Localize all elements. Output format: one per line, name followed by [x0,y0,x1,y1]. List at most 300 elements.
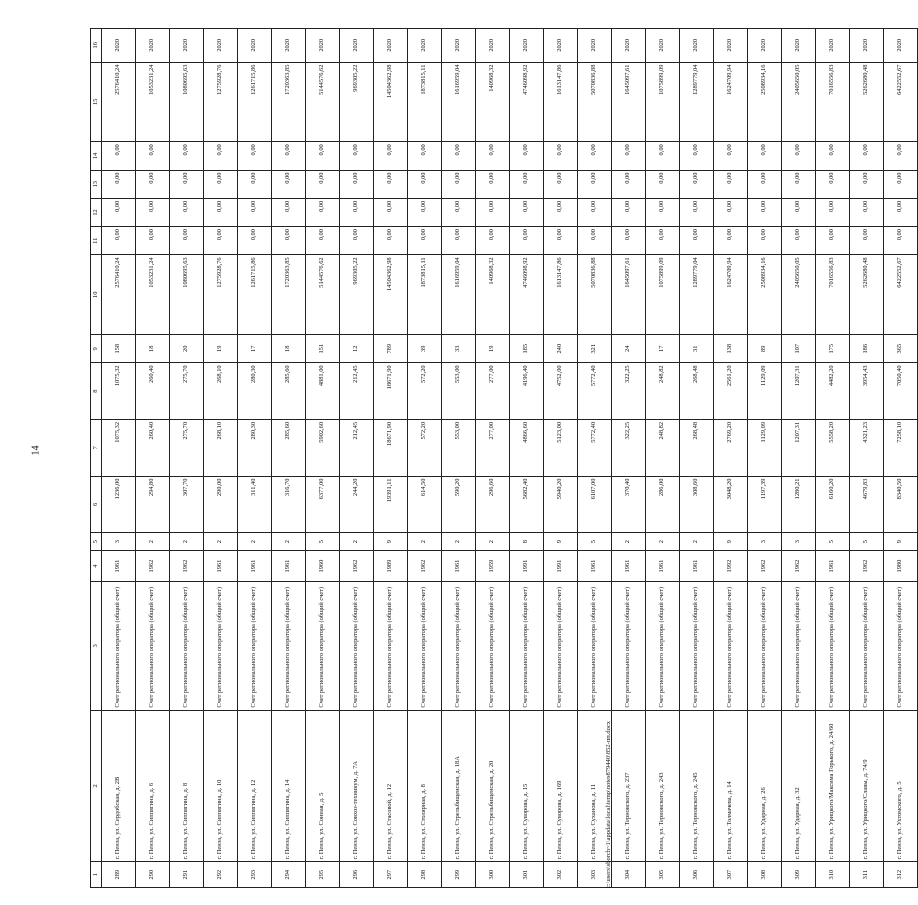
column-number-header: 7 [91,419,102,476]
residential-area-cell: 553,00 [442,363,476,420]
year-built-cell: 1962 [748,551,782,582]
cost-col-11-cell: 0,00 [306,227,340,255]
floors-cell: 2 [646,533,680,551]
column-number-header: 14 [91,142,102,170]
year-built-cell: 1989 [374,551,408,582]
living-area-cell: 212,45 [340,419,374,476]
row-number-cell: 294 [272,862,306,888]
table-row [408,29,442,888]
year-planned-cell: 2020 [306,29,340,63]
fund-formation-method-cell: Счет регионального оператора (общий счет) [782,581,816,710]
fund-formation-method-cell: Счет регионального оператора (общий счет) [340,581,374,710]
residential-area-cell: 277,00 [476,363,510,420]
floors-cell: 2 [476,533,510,551]
table-row [170,29,204,888]
total-area-cell: 286,00 [646,476,680,533]
cost-col-12-cell: 0,00 [680,198,714,226]
year-planned-cell: 2020 [612,29,646,63]
year-built-cell: 1961 [646,551,680,582]
floors-cell: 2 [136,533,170,551]
cost-col-13-cell: 0,00 [748,170,782,198]
table-row [544,29,578,888]
cost-total-cell: 969305,22 [340,62,374,142]
cost-col-14-cell: 0,00 [510,142,544,170]
column-number-header: 6 [91,476,102,533]
year-planned-cell: 2020 [204,29,238,63]
residents-cell: 18 [136,335,170,363]
total-area-cell: 5940,20 [544,476,578,533]
cost-col-13-cell: 0,00 [238,170,272,198]
column-number-header: 12 [91,198,102,226]
living-area-cell: 553,00 [442,419,476,476]
living-area-cell: 2769,20 [714,419,748,476]
residents-cell: 186 [850,335,884,363]
year-planned-cell: 2020 [102,29,136,63]
year-planned-cell: 2020 [136,29,170,63]
year-planned-cell: 2020 [170,29,204,63]
table-row [646,29,680,888]
total-area-cell: 19391,11 [374,476,408,533]
fund-formation-method-cell: Счет регионального оператора (общий счет) [578,581,612,710]
cost-col-12-cell: 0,00 [816,198,850,226]
total-area-cell: 290,00 [204,476,238,533]
address-cell: г. Пенза, ул. Сиппягина, д. 12 [238,710,272,862]
row-number-cell: 299 [442,862,476,888]
year-planned-cell: 2020 [374,29,408,63]
cost-col-11-cell: 0,00 [408,227,442,255]
total-cost-cell: 1645097,61 [612,255,646,335]
column-number-header: 9 [91,335,102,363]
living-area-cell: 1207,31 [782,419,816,476]
table-row [680,29,714,888]
address-cell: г. Пенза, ул. Стасовой, д. 12 [374,710,408,862]
cost-col-12-cell: 0,00 [782,198,816,226]
address-cell: г. Пенза, ул. Сиппягина, д. 8 [170,710,204,862]
year-built-cell: 1961 [578,551,612,582]
residential-area-cell: 280,30 [238,363,272,420]
residential-area-cell: 1075,32 [102,363,136,420]
residential-area-cell: 275,70 [170,363,204,420]
residential-area-cell: 212,45 [340,363,374,420]
table-row [340,29,374,888]
column-number-header: 3 [91,581,102,710]
living-area-cell: 5558,20 [816,419,850,476]
cost-col-14-cell: 0,00 [408,142,442,170]
residents-cell: 19 [476,335,510,363]
cost-col-12-cell: 0,00 [714,198,748,226]
cost-col-13-cell: 0,00 [646,170,680,198]
total-cost-cell: 1624709,94 [714,255,748,335]
residential-area-cell: 5772,40 [578,363,612,420]
address-cell: г. Пенза, ул. Терновского, д. 237 [612,710,646,862]
cost-col-14-cell: 0,00 [102,142,136,170]
address-cell: г. Пенза, ул. Урицкого/Максима Горького, д. 24/60 [816,710,850,862]
cost-total-cell: 2405650,05 [782,62,816,142]
table-row [884,29,918,888]
total-area-cell: 6377,00 [306,476,340,533]
fund-formation-method-cell: Счет регионального оператора (общий счет) [408,581,442,710]
fund-formation-method-cell: Счет регионального оператора (общий счет) [374,581,408,710]
year-built-cell: 1962 [340,551,374,582]
cost-col-11-cell: 0,00 [204,227,238,255]
total-cost-cell: 5262680,48 [850,255,884,335]
total-area-cell: 614,50 [408,476,442,533]
total-cost-cell: 1613147,86 [544,255,578,335]
floors-cell: 9 [374,533,408,551]
row-number-cell: 301 [510,862,544,888]
cost-col-13-cell: 0,00 [578,170,612,198]
total-cost-cell: 1720363,85 [272,255,306,335]
address-cell: г. Пенза, ул. Терновского, д. 245 [680,710,714,862]
cost-col-13-cell: 0,00 [510,170,544,198]
total-cost-cell: 1275928,76 [204,255,238,335]
residents-cell: 789 [374,335,408,363]
table-row [272,29,306,888]
total-area-cell: 294,80 [136,476,170,533]
cost-col-11-cell: 0,00 [578,227,612,255]
fund-formation-method-cell: Счет регионального оператора (общий счет) [136,581,170,710]
column-number-header: 4 [91,551,102,582]
cost-col-11-cell: 0,00 [680,227,714,255]
residential-area-cell: 572,20 [408,363,442,420]
total-area-cell: 308,60 [680,476,714,533]
cost-col-11-cell: 0,00 [102,227,136,255]
floors-cell: 9 [714,533,748,551]
address-cell: г. Пенза, ул. Ударная, д. 32 [782,710,816,862]
residents-cell: 158 [102,335,136,363]
year-built-cell: 1991 [544,551,578,582]
cost-col-12-cell: 0,00 [884,198,918,226]
cost-col-14-cell: 0,00 [782,142,816,170]
total-cost-cell: 1075899,09 [646,255,680,335]
cost-total-cell: 1261715,86 [238,62,272,142]
cost-col-12-cell: 0,00 [136,198,170,226]
floors-cell: 5 [306,533,340,551]
year-built-cell: 1961 [680,551,714,582]
year-built-cell: 1962 [170,551,204,582]
cost-col-11-cell: 0,00 [748,227,782,255]
table-row [510,29,544,888]
cost-total-cell: 7016556,83 [816,62,850,142]
cost-col-12-cell: 0,00 [442,198,476,226]
cost-col-14-cell: 0,00 [204,142,238,170]
fund-formation-method-cell: Счет регионального оператора (общий счет) [170,581,204,710]
fund-formation-method-cell: Счет регионального оператора (общий счет) [510,581,544,710]
living-area-cell: 5902,60 [306,419,340,476]
floors-cell: 2 [408,533,442,551]
living-area-cell: 248,82 [646,419,680,476]
cost-col-13-cell: 0,00 [136,170,170,198]
address-cell: г. Пенза, ул. Урицкого/Славы, д. 74/9 [850,710,884,862]
cost-col-12-cell: 0,00 [578,198,612,226]
cost-total-cell: 1616959,04 [442,62,476,142]
row-number-cell: 307 [714,862,748,888]
cost-col-13-cell: 0,00 [612,170,646,198]
residents-cell: 321 [578,335,612,363]
year-planned-cell: 2020 [884,29,918,63]
fund-formation-method-cell: Счет регионального оператора (общий счет) [646,581,680,710]
cost-total-cell: 1275928,76 [204,62,238,142]
residents-cell: 365 [884,335,918,363]
cost-total-cell: 2508934,16 [748,62,782,142]
total-cost-cell: 2405650,05 [782,255,816,335]
year-built-cell: 1961 [442,551,476,582]
year-built-cell: 1960 [306,551,340,582]
cost-col-13-cell: 0,00 [408,170,442,198]
address-cell: г. Пенза, ул. Ухтомского, д. 5 [884,710,918,862]
cost-col-13-cell: 0,00 [340,170,374,198]
living-area-cell: 5772,40 [578,419,612,476]
residents-cell: 18 [272,335,306,363]
year-built-cell: 1992 [714,551,748,582]
row-number-cell: 309 [782,862,816,888]
total-cost-cell: 5144576,62 [306,255,340,335]
total-area-cell: 1236,00 [102,476,136,533]
row-number-cell: 292 [204,862,238,888]
row-number-cell: 291 [170,862,204,888]
cost-col-14-cell: 0,00 [340,142,374,170]
cost-col-13-cell: 0,00 [544,170,578,198]
cost-col-11-cell: 0,00 [272,227,306,255]
cost-total-cell: 1624709,94 [714,62,748,142]
living-area-cell: 268,10 [204,419,238,476]
residents-cell: 17 [238,335,272,363]
cost-total-cell: 1873815,11 [408,62,442,142]
cost-col-12-cell: 0,00 [850,198,884,226]
cost-col-11-cell: 0,00 [782,227,816,255]
column-number-header: 15 [91,62,102,142]
address-cell: г. Пенза, ул. Сиппягина, д. 14 [272,710,306,862]
year-built-cell: 1962 [136,551,170,582]
cost-total-cell: 1080695,63 [170,62,204,142]
residential-area-cell: 1207,31 [782,363,816,420]
year-built-cell: 1959 [476,551,510,582]
total-cost-cell: 969305,22 [340,255,374,335]
address-cell: г. Пенза, ул. Сонная, д. 5 [306,710,340,862]
residents-cell: 107 [782,335,816,363]
floors-cell: 8 [510,533,544,551]
fund-formation-method-cell: Счет регионального оператора (общий счет) [816,581,850,710]
year-built-cell: 1962 [408,551,442,582]
cost-col-11-cell: 0,00 [170,227,204,255]
floors-cell: 5 [850,533,884,551]
floors-cell: 3 [102,533,136,551]
year-planned-cell: 2020 [408,29,442,63]
cost-col-13-cell: 0,00 [306,170,340,198]
year-planned-cell: 2020 [442,29,476,63]
total-area-cell: 5682,40 [510,476,544,533]
year-planned-cell: 2020 [782,29,816,63]
residential-area-cell: 268,10 [204,363,238,420]
cost-col-14-cell: 0,00 [442,142,476,170]
total-cost-cell: 1289779,04 [680,255,714,335]
living-area-cell: 5123,00 [544,419,578,476]
row-number-cell: 305 [646,862,680,888]
column-number-header: 11 [91,227,102,255]
cost-total-cell: 1720363,85 [272,62,306,142]
floors-cell: 2 [612,533,646,551]
cost-col-14-cell: 0,00 [476,142,510,170]
cost-col-14-cell: 0,00 [748,142,782,170]
residential-area-cell: 18671,90 [374,363,408,420]
address-cell: г. Пенза, ул. Сиппягина, д. 6 [136,710,170,862]
row-number-cell: 297 [374,862,408,888]
cost-col-11-cell: 0,00 [544,227,578,255]
address-cell: г. Пенза, ул. Столярная, д. 8 [408,710,442,862]
cost-col-13-cell: 0,00 [102,170,136,198]
column-number-header: 2 [91,710,102,862]
table-body [102,29,918,888]
row-number-cell: 296 [340,862,374,888]
cost-total-cell: 140968,32 [476,62,510,142]
living-area-cell: 268,48 [680,419,714,476]
residential-area-cell: 1129,09 [748,363,782,420]
fund-formation-method-cell: Счет регионального оператора (общий счет) [306,581,340,710]
residential-area-cell: 4752,00 [544,363,578,420]
cost-col-12-cell: 0,00 [544,198,578,226]
residential-area-cell: 248,82 [646,363,680,420]
cost-col-13-cell: 0,00 [374,170,408,198]
address-cell: г. Пенза, ул. Суханова, д. 11 [578,710,612,862]
fund-formation-method-cell: Счет регионального оператора (общий счет) [850,581,884,710]
year-built-cell: 1961 [204,551,238,582]
total-area-cell: 1197,39 [748,476,782,533]
cost-col-12-cell: 0,00 [170,198,204,226]
total-area-cell: 307,70 [170,476,204,533]
residential-area-cell: 322,25 [612,363,646,420]
cost-col-11-cell: 0,00 [816,227,850,255]
residential-area-cell: 4482,20 [816,363,850,420]
total-area-cell: 1280,21 [782,476,816,533]
floors-cell: 5 [816,533,850,551]
table-row [238,29,272,888]
year-planned-cell: 2020 [714,29,748,63]
cost-col-12-cell: 0,00 [748,198,782,226]
fund-formation-method-cell: Счет регионального оператора (общий счет) [272,581,306,710]
fund-formation-method-cell: Счет регионального оператора (общий счет) [544,581,578,710]
cost-col-13-cell: 0,00 [476,170,510,198]
floors-cell: 2 [170,533,204,551]
floors-cell: 2 [340,533,374,551]
cost-col-11-cell: 0,00 [646,227,680,255]
cost-col-12-cell: 0,00 [510,198,544,226]
year-built-cell: 1961 [612,551,646,582]
fund-formation-method-cell: Счет регионального оператора (общий счет) [748,581,782,710]
living-area-cell: 275,70 [170,419,204,476]
cost-col-13-cell: 0,00 [680,170,714,198]
cost-total-cell: 2576410,24 [102,62,136,142]
cost-total-cell: 1613147,86 [544,62,578,142]
cost-col-14-cell: 0,00 [374,142,408,170]
address-cell: г. Пенза, ул. Стрельбищенская, д. 18А [442,710,476,862]
row-number-cell: 312 [884,862,918,888]
total-area-cell: 8340,50 [884,476,918,533]
cost-col-11-cell: 0,00 [340,227,374,255]
table-row [714,29,748,888]
floors-cell: 2 [272,533,306,551]
cost-col-13-cell: 0,00 [884,170,918,198]
cost-col-14-cell: 0,00 [612,142,646,170]
floors-cell: 5 [578,533,612,551]
residents-cell: 31 [680,335,714,363]
year-planned-cell: 2020 [510,29,544,63]
residents-cell: 19 [204,335,238,363]
residential-area-cell: 7050,40 [884,363,918,420]
cost-col-13-cell: 0,00 [442,170,476,198]
table-row [136,29,170,888]
living-area-cell: 260,40 [136,419,170,476]
column-number-header: 1 [91,862,102,888]
address-cell: г. Пенза, ул. Суворова, д. 169 [544,710,578,862]
table-row [374,29,408,888]
table-row [442,29,476,888]
fund-formation-method-cell: Счет регионального оператора (общий счет) [238,581,272,710]
cost-col-14-cell: 0,00 [578,142,612,170]
cost-col-13-cell: 0,00 [272,170,306,198]
residential-area-cell: 4881,00 [306,363,340,420]
total-cost-cell: 5070836,88 [578,255,612,335]
residential-area-cell: 285,60 [272,363,306,420]
cost-col-12-cell: 0,00 [374,198,408,226]
table-row [306,29,340,888]
cost-col-11-cell: 0,00 [442,227,476,255]
cost-col-14-cell: 0,00 [136,142,170,170]
cost-col-14-cell: 0,00 [544,142,578,170]
cost-total-cell: 1075899,09 [646,62,680,142]
cost-col-12-cell: 0,00 [204,198,238,226]
fund-formation-method-cell: Счет регионального оператора (общий счет) [714,581,748,710]
cost-col-11-cell: 0,00 [510,227,544,255]
cost-col-11-cell: 0,00 [476,227,510,255]
page-number: 14 [30,445,42,456]
row-number-cell: 303 [578,862,612,888]
cost-col-14-cell: 0,00 [272,142,306,170]
cost-col-13-cell: 0,00 [170,170,204,198]
cost-col-11-cell: 0,00 [374,227,408,255]
total-cost-cell: 1616959,04 [442,255,476,335]
cost-col-12-cell: 0,00 [306,198,340,226]
residential-area-cell: 2561,20 [714,363,748,420]
table-row [748,29,782,888]
address-cell: г. Пенза, ул. Суворова, д. 15 [510,710,544,862]
cost-col-14-cell: 0,00 [306,142,340,170]
row-number-cell: 308 [748,862,782,888]
row-number-cell: 302 [544,862,578,888]
cost-col-14-cell: 0,00 [850,142,884,170]
cost-col-14-cell: 0,00 [714,142,748,170]
total-area-cell: 370,40 [612,476,646,533]
table-row [476,29,510,888]
residents-cell: 175 [816,335,850,363]
row-number-cell: 304 [612,862,646,888]
year-planned-cell: 2020 [544,29,578,63]
total-area-cell: 296,60 [476,476,510,533]
living-area-cell: 4321,23 [850,419,884,476]
living-area-cell: 1129,09 [748,419,782,476]
cost-col-14-cell: 0,00 [170,142,204,170]
fund-formation-method-cell: Счет регионального оператора (общий счет) [204,581,238,710]
total-cost-cell: 14504362,98 [374,255,408,335]
year-planned-cell: 2020 [238,29,272,63]
table-row [102,29,136,888]
cost-col-11-cell: 0,00 [136,227,170,255]
cost-total-cell: 5070836,88 [578,62,612,142]
row-number-cell: 298 [408,862,442,888]
total-cost-cell: 4746098,92 [510,255,544,335]
total-area-cell: 6160,20 [816,476,850,533]
total-cost-cell: 1873815,11 [408,255,442,335]
living-area-cell: 572,20 [408,419,442,476]
